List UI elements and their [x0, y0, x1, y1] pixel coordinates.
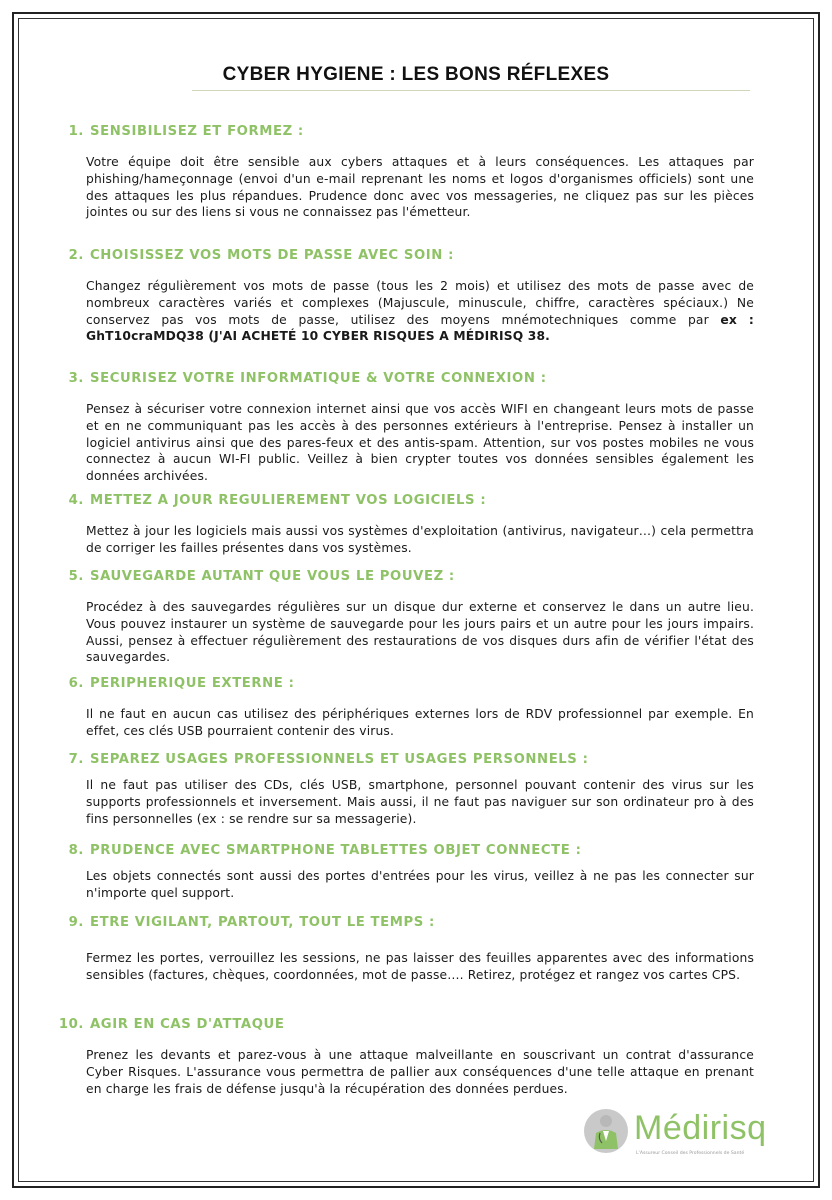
section-number: 4. [68, 493, 84, 508]
section-heading [54, 676, 754, 691]
section-heading [54, 569, 754, 584]
section-title: AGIR EN CAS D'ATTAQUE [90, 1017, 285, 1032]
logo-emblem [584, 1109, 628, 1153]
section-heading [54, 124, 754, 139]
section-number: 7. [68, 752, 84, 767]
logo-wordmark: Médirisq [634, 1109, 767, 1147]
section-7 [54, 752, 754, 827]
title-underline [192, 90, 750, 91]
section-number: 10. [58, 1017, 84, 1032]
section-heading [54, 371, 754, 386]
section-3 [54, 371, 754, 485]
section-1 [54, 124, 754, 221]
section-number: 6. [68, 676, 84, 691]
section-body: Les objets connectés sont aussi des portes d'entrées pour les virus, veillez à ne pas les connecter sur n'importe quel support. [86, 869, 754, 900]
section-title: PRUDENCE AVEC SMARTPHONE TABLETTES OBJET CONNECTE : [90, 843, 582, 858]
section-number: 9. [68, 915, 84, 930]
section-6 [54, 676, 754, 740]
section-title: PERIPHERIQUE EXTERNE : [90, 676, 295, 691]
section-heading [54, 248, 754, 263]
section-title: SAUVEGARDE AUTANT QUE VOUS LE POUVEZ : [90, 569, 455, 584]
section-title: SECURISEZ VOTRE INFORMATIQUE & VOTRE CONNEXION : [90, 371, 547, 386]
section-heading [54, 843, 754, 858]
section-body: Mettez à jour les logiciels mais aussi vos systèmes d'exploitation (antivirus, navigateur…) cela permettra de corriger les failles présentes dans vos systèmes. [86, 524, 754, 555]
section-2 [54, 248, 754, 345]
section-title: METTEZ A JOUR REGULIEREMENT VOS LOGICIELS : [90, 493, 487, 508]
section-number: 8. [68, 843, 84, 858]
section-title: CHOISISSEZ VOS MOTS DE PASSE AVEC SOIN : [90, 248, 455, 263]
section-8 [54, 843, 754, 902]
section-4 [54, 493, 754, 557]
section-heading [54, 1017, 754, 1032]
section-title: ETRE VIGILANT, PARTOUT, TOUT LE TEMPS : [90, 915, 435, 930]
section-heading [54, 915, 754, 930]
section-body: Fermez les portes, verrouillez les sessions, ne pas laisser des feuilles apparentes avec des informations sensibles (factures, chèques, coordonnées, mot de passe…. Retirez, protégez et rangez vos cartes CPS. [86, 951, 754, 982]
section-heading [54, 493, 754, 508]
section-body: Procédez à des sauvegardes régulières sur un disque dur externe et conservez le dans un autre lieu. Vous pouvez instaurer un système de sauvegarde pour les jours pairs et un autre pour les jours impairs. Aussi, pensez à effectuer régulièrement des restaurations de vos disques durs afin de vérifier l'état des sauvegardes. [86, 600, 754, 665]
section-body-text: Changez régulièrement vos mots de passe (tous les 2 mois) et utilisez des mots de passe avec de nombreux caractères variés et complexes (Majuscule, minuscule, chiffre, caractères spéciaux.) Ne conservez pas vos mots de passe, utilisez des moyens mnémotechniques comme par [86, 279, 754, 327]
logo-tagline: L'Assureur Conseil des Professionnels de Santé [636, 1151, 745, 1156]
section-heading [54, 752, 754, 767]
page-title: CYBER HYGIENE : LES BONS RÉFLEXES [222, 64, 610, 85]
section-number: 3. [68, 371, 84, 386]
section-5 [54, 569, 754, 666]
section-body: Il ne faut en aucun cas utilisez des périphériques externes lors de RDV professionnel par exemple. En effet, ces clés USB pourraient contenir des virus. [86, 707, 754, 738]
password-example: ex : GhT10craMDQ38 (J'AI ACHETÉ 10 CYBER RISQUES A MÉDIRISQ 38. [86, 312, 754, 344]
section-number: 5. [68, 569, 84, 584]
section-body: Prenez les devants et parez-vous à une attaque malveillante en souscrivant un contrat d'assurance Cyber Risques. L'assurance vous permettra de pallier aux conséquences d'une telle attaque en prenant en charge les frais de défense jusqu'à la récupération des données perdues. [86, 1048, 754, 1096]
section-number: 2. [68, 248, 84, 263]
section-body [86, 278, 754, 345]
section-body: Votre équipe doit être sensible aux cybers attaques et à leurs conséquences. Les attaques par phishing/hameçonnage (envoi d'un e-mail reprenant les noms et logos d'organismes officiels) sont une des attaques les plus répandues. Prudence donc avec vos messageries, ne cliquez pas sur les pièces jointes ou sur des liens si vous ne connaissez pas l'émetteur. [86, 155, 754, 220]
section-9 [54, 915, 754, 984]
section-body: Il ne faut pas utiliser des CDs, clés USB, smartphone, personnel pouvant contenir des virus sur les supports professionnels et inversement. Mais aussi, il ne faut pas naviguer sur son ordinateur pro à des fins personnelles (ex : se rendre sur sa messagerie). [86, 778, 754, 826]
doctor-icon [584, 1109, 628, 1153]
section-title: SEPAREZ USAGES PROFESSIONNELS ET USAGES PERSONNELS : [90, 752, 589, 767]
section-title: SENSIBILISEZ ET FORMEZ : [90, 124, 304, 139]
section-body: Pensez à sécuriser votre connexion internet ainsi que vos accès WIFI en changeant leurs mots de passe et en ne communiquant pas les accès à des personnes extérieurs à l'entreprise. Pensez à installer un logiciel antivirus ainsi que des pares-feux et des antis-spam. Attention, sur vos postes mobiles ne vous connectez à aucun WI-FI public. Veillez à bien crypter toutes vos données sensibles également les données archivées. [86, 402, 754, 484]
section-number: 1. [68, 124, 84, 139]
section-10 [54, 1017, 754, 1097]
medirisq-logo [582, 1105, 782, 1165]
